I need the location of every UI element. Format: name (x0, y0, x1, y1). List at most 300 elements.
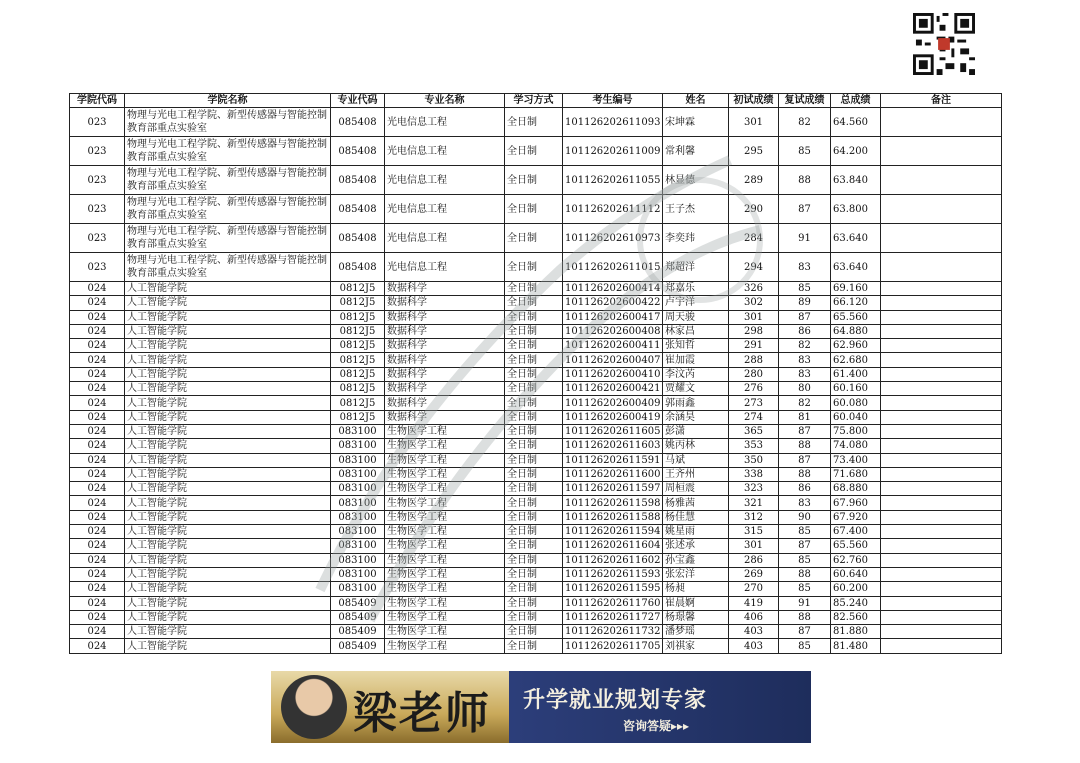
cell-college-name: 人工智能学院 (125, 396, 331, 410)
cell-retest-score: 83 (779, 367, 831, 381)
cell-total-score: 61.400 (831, 367, 881, 381)
cell-initial-score: 289 (729, 166, 779, 195)
cell-study-mode: 全日制 (505, 567, 563, 581)
table-row (70, 582, 1002, 596)
cell-remarks (881, 424, 1002, 438)
cell-initial-score: 274 (729, 410, 779, 424)
cell-retest-score: 87 (779, 453, 831, 467)
cell-major-name: 生物医学工程 (385, 625, 505, 639)
table-row (70, 525, 1002, 539)
cell-initial-score: 350 (729, 453, 779, 467)
cell-total-score: 81.880 (831, 625, 881, 639)
table-row (70, 496, 1002, 510)
cell-major-code: 0812J5 (331, 396, 385, 410)
cell-college-name: 人工智能学院 (125, 625, 331, 639)
cell-remarks (881, 382, 1002, 396)
cell-major-code: 085408 (331, 166, 385, 195)
cell-retest-score: 88 (779, 166, 831, 195)
cell-total-score: 67.400 (831, 525, 881, 539)
cell-college-code: 023 (70, 253, 125, 282)
cell-student-name: 贾耀文 (663, 382, 729, 396)
cell-total-score: 67.920 (831, 510, 881, 524)
table-row (70, 296, 1002, 310)
cell-major-name: 生物医学工程 (385, 639, 505, 653)
cell-retest-score: 85 (779, 553, 831, 567)
cell-major-name: 数据科学 (385, 324, 505, 338)
cell-college-code: 024 (70, 382, 125, 396)
cell-student-name: 林家昌 (663, 324, 729, 338)
cell-college-name: 人工智能学院 (125, 596, 331, 610)
cell-college-code: 024 (70, 439, 125, 453)
cell-major-name: 生物医学工程 (385, 525, 505, 539)
cell-college-code: 024 (70, 482, 125, 496)
promo-banner[interactable] (271, 671, 811, 743)
cell-study-mode: 全日制 (505, 510, 563, 524)
cell-major-name: 数据科学 (385, 310, 505, 324)
cell-remarks (881, 582, 1002, 596)
qr-code-icon (913, 13, 975, 75)
cell-study-mode: 全日制 (505, 382, 563, 396)
cell-student-name: 姚星雨 (663, 525, 729, 539)
cell-major-code: 085409 (331, 610, 385, 624)
cell-total-score: 60.160 (831, 382, 881, 396)
cell-candidate-id: 101126202600410 (563, 367, 663, 381)
cell-total-score: 63.640 (831, 253, 881, 282)
cell-remarks (881, 596, 1002, 610)
cell-total-score: 73.400 (831, 453, 881, 467)
cell-study-mode: 全日制 (505, 439, 563, 453)
cell-remarks (881, 467, 1002, 481)
cell-study-mode: 全日制 (505, 108, 563, 137)
cell-major-name: 数据科学 (385, 353, 505, 367)
cell-college-code: 024 (70, 639, 125, 653)
cell-remarks (881, 567, 1002, 581)
cell-student-name: 姚丙林 (663, 439, 729, 453)
cell-student-name: 周桓震 (663, 482, 729, 496)
cell-college-code: 023 (70, 195, 125, 224)
cell-remarks (881, 224, 1002, 253)
cell-total-score: 85.240 (831, 596, 881, 610)
cell-candidate-id: 101126202600419 (563, 410, 663, 424)
cell-college-code: 024 (70, 625, 125, 639)
cell-major-name: 生物医学工程 (385, 467, 505, 481)
cell-remarks (881, 195, 1002, 224)
cell-candidate-id: 101126202611727 (563, 610, 663, 624)
cell-student-name: 郑超洋 (663, 253, 729, 282)
cell-major-code: 085408 (331, 108, 385, 137)
cell-candidate-id: 101126202600409 (563, 396, 663, 410)
banner-consult-link[interactable]: 咨询答疑▸▸▸ (623, 719, 690, 733)
cell-college-name: 人工智能学院 (125, 553, 331, 567)
cell-college-name: 人工智能学院 (125, 296, 331, 310)
cell-major-name: 生物医学工程 (385, 582, 505, 596)
cell-student-name: 崔晨婀 (663, 596, 729, 610)
cell-student-name: 常利馨 (663, 137, 729, 166)
cell-remarks (881, 339, 1002, 353)
cell-candidate-id: 101126202600411 (563, 339, 663, 353)
cell-study-mode: 全日制 (505, 367, 563, 381)
cell-initial-score: 321 (729, 496, 779, 510)
table-row (70, 310, 1002, 324)
cell-major-name: 数据科学 (385, 282, 505, 296)
cell-remarks (881, 496, 1002, 510)
cell-college-name: 人工智能学院 (125, 339, 331, 353)
cell-study-mode: 全日制 (505, 424, 563, 438)
cell-candidate-id: 101126202611597 (563, 482, 663, 496)
cell-student-name: 王齐州 (663, 467, 729, 481)
table-row (70, 639, 1002, 653)
cell-student-name: 孙宝鑫 (663, 553, 729, 567)
cell-college-code: 024 (70, 610, 125, 624)
table-row (70, 137, 1002, 166)
cell-initial-score: 301 (729, 108, 779, 137)
cell-college-code: 024 (70, 410, 125, 424)
cell-retest-score: 90 (779, 510, 831, 524)
cell-remarks (881, 439, 1002, 453)
cell-total-score: 74.080 (831, 439, 881, 453)
table-row (70, 195, 1002, 224)
cell-student-name: 刘祺家 (663, 639, 729, 653)
cell-total-score: 71.680 (831, 467, 881, 481)
cell-student-name: 周天骏 (663, 310, 729, 324)
cell-college-name: 物理与光电工程学院、新型传感器与智能控制教育部重点实验室 (125, 224, 331, 253)
cell-retest-score: 85 (779, 282, 831, 296)
cell-retest-score: 82 (779, 339, 831, 353)
cell-college-code: 024 (70, 310, 125, 324)
cell-major-name: 生物医学工程 (385, 567, 505, 581)
cell-candidate-id: 101126202611591 (563, 453, 663, 467)
cell-student-name: 杨雅茜 (663, 496, 729, 510)
cell-major-code: 0812J5 (331, 367, 385, 381)
cell-candidate-id: 101126202611588 (563, 510, 663, 524)
cell-candidate-id: 101126202611593 (563, 567, 663, 581)
cell-initial-score: 301 (729, 539, 779, 553)
cell-college-name: 人工智能学院 (125, 582, 331, 596)
cell-total-score: 65.560 (831, 310, 881, 324)
cell-major-code: 083100 (331, 582, 385, 596)
cell-study-mode: 全日制 (505, 137, 563, 166)
cell-major-code: 083100 (331, 467, 385, 481)
table-body (70, 108, 1002, 654)
table-row (70, 353, 1002, 367)
cell-college-name: 人工智能学院 (125, 639, 331, 653)
cell-study-mode: 全日制 (505, 166, 563, 195)
table-row (70, 324, 1002, 338)
cell-initial-score: 403 (729, 625, 779, 639)
cell-study-mode: 全日制 (505, 525, 563, 539)
cell-college-name: 物理与光电工程学院、新型传感器与智能控制教育部重点实验室 (125, 195, 331, 224)
cell-major-name: 数据科学 (385, 382, 505, 396)
cell-major-code: 085408 (331, 253, 385, 282)
cell-total-score: 64.560 (831, 108, 881, 137)
cell-major-code: 083100 (331, 453, 385, 467)
cell-major-code: 083100 (331, 539, 385, 553)
cell-major-code: 083100 (331, 482, 385, 496)
table-row (70, 339, 1002, 353)
cell-retest-score: 88 (779, 567, 831, 581)
cell-major-name: 数据科学 (385, 296, 505, 310)
cell-college-code: 024 (70, 367, 125, 381)
banner-left-panel (271, 671, 509, 743)
cell-remarks (881, 253, 1002, 282)
header-college-code: 学院代码 (70, 94, 125, 108)
cell-college-code: 024 (70, 339, 125, 353)
cell-major-name: 数据科学 (385, 339, 505, 353)
cell-total-score: 69.160 (831, 282, 881, 296)
cell-major-code: 0812J5 (331, 324, 385, 338)
cell-initial-score: 290 (729, 195, 779, 224)
cell-total-score: 62.960 (831, 339, 881, 353)
cell-major-code: 083100 (331, 496, 385, 510)
cell-major-name: 生物医学工程 (385, 496, 505, 510)
table-row (70, 108, 1002, 137)
cell-college-code: 024 (70, 424, 125, 438)
cell-remarks (881, 282, 1002, 296)
cell-college-name: 人工智能学院 (125, 482, 331, 496)
table-row (70, 253, 1002, 282)
cell-total-score: 82.560 (831, 610, 881, 624)
cell-student-name: 郭雨鑫 (663, 396, 729, 410)
cell-retest-score: 83 (779, 353, 831, 367)
cell-initial-score: 326 (729, 282, 779, 296)
table-row (70, 539, 1002, 553)
cell-major-name: 生物医学工程 (385, 539, 505, 553)
cell-candidate-id: 101126202611009 (563, 137, 663, 166)
cell-college-name: 人工智能学院 (125, 439, 331, 453)
table-row (70, 625, 1002, 639)
cell-college-code: 024 (70, 453, 125, 467)
cell-initial-score: 365 (729, 424, 779, 438)
table-row (70, 166, 1002, 195)
cell-retest-score: 83 (779, 253, 831, 282)
cell-study-mode: 全日制 (505, 310, 563, 324)
cell-remarks (881, 510, 1002, 524)
cell-student-name: 杨璟馨 (663, 610, 729, 624)
cell-total-score: 81.480 (831, 639, 881, 653)
cell-total-score: 63.640 (831, 224, 881, 253)
cell-college-code: 023 (70, 137, 125, 166)
cell-college-code: 024 (70, 567, 125, 581)
cell-total-score: 64.880 (831, 324, 881, 338)
cell-remarks (881, 166, 1002, 195)
cell-initial-score: 419 (729, 596, 779, 610)
cell-major-code: 0812J5 (331, 310, 385, 324)
cell-college-name: 人工智能学院 (125, 410, 331, 424)
cell-candidate-id: 101126202610973 (563, 224, 663, 253)
cell-student-name: 李奕玮 (663, 224, 729, 253)
cell-retest-score: 85 (779, 137, 831, 166)
cell-initial-score: 276 (729, 382, 779, 396)
cell-study-mode: 全日制 (505, 539, 563, 553)
cell-major-code: 083100 (331, 510, 385, 524)
cell-study-mode: 全日制 (505, 482, 563, 496)
cell-candidate-id: 101126202611594 (563, 525, 663, 539)
cell-major-name: 数据科学 (385, 396, 505, 410)
cell-total-score: 62.680 (831, 353, 881, 367)
cell-major-name: 光电信息工程 (385, 137, 505, 166)
cell-remarks (881, 610, 1002, 624)
cell-college-name: 人工智能学院 (125, 610, 331, 624)
cell-student-name: 张知哲 (663, 339, 729, 353)
cell-student-name: 张宏洋 (663, 567, 729, 581)
cell-major-code: 085409 (331, 596, 385, 610)
cell-retest-score: 85 (779, 582, 831, 596)
cell-college-name: 人工智能学院 (125, 424, 331, 438)
cell-major-code: 083100 (331, 553, 385, 567)
cell-initial-score: 323 (729, 482, 779, 496)
cell-remarks (881, 353, 1002, 367)
cell-initial-score: 298 (729, 324, 779, 338)
table-row (70, 453, 1002, 467)
table-row (70, 567, 1002, 581)
table-row (70, 596, 1002, 610)
cell-remarks (881, 553, 1002, 567)
cell-college-code: 024 (70, 496, 125, 510)
cell-initial-score: 286 (729, 553, 779, 567)
cell-candidate-id: 101126202611732 (563, 625, 663, 639)
cell-study-mode: 全日制 (505, 625, 563, 639)
cell-study-mode: 全日制 (505, 339, 563, 353)
cell-student-name: 杨佳慧 (663, 510, 729, 524)
cell-college-name: 物理与光电工程学院、新型传感器与智能控制教育部重点实验室 (125, 253, 331, 282)
cell-retest-score: 87 (779, 625, 831, 639)
cell-study-mode: 全日制 (505, 496, 563, 510)
cell-major-name: 生物医学工程 (385, 553, 505, 567)
cell-initial-score: 338 (729, 467, 779, 481)
cell-major-name: 生物医学工程 (385, 610, 505, 624)
cell-candidate-id: 101126202611760 (563, 596, 663, 610)
cell-initial-score: 269 (729, 567, 779, 581)
cell-study-mode: 全日制 (505, 224, 563, 253)
cell-retest-score: 87 (779, 539, 831, 553)
cell-college-code: 024 (70, 296, 125, 310)
admission-table (69, 93, 1002, 654)
cell-retest-score: 86 (779, 324, 831, 338)
cell-student-name: 李汶芮 (663, 367, 729, 381)
cell-total-score: 60.640 (831, 567, 881, 581)
cell-candidate-id: 101126202611705 (563, 639, 663, 653)
cell-major-code: 0812J5 (331, 296, 385, 310)
cell-remarks (881, 453, 1002, 467)
cell-initial-score: 284 (729, 224, 779, 253)
cell-college-name: 物理与光电工程学院、新型传感器与智能控制教育部重点实验室 (125, 137, 331, 166)
cell-initial-score: 403 (729, 639, 779, 653)
table-row (70, 467, 1002, 481)
cell-college-code: 024 (70, 396, 125, 410)
cell-retest-score: 88 (779, 610, 831, 624)
cell-major-code: 0812J5 (331, 339, 385, 353)
cell-study-mode: 全日制 (505, 639, 563, 653)
cell-college-name: 人工智能学院 (125, 382, 331, 396)
cell-student-name: 林显德 (663, 166, 729, 195)
cell-retest-score: 81 (779, 410, 831, 424)
cell-major-code: 085409 (331, 625, 385, 639)
cell-student-name: 余涵昊 (663, 410, 729, 424)
cell-remarks (881, 396, 1002, 410)
table-row (70, 439, 1002, 453)
cell-total-score: 62.760 (831, 553, 881, 567)
cell-study-mode: 全日制 (505, 467, 563, 481)
cell-major-code: 085409 (331, 639, 385, 653)
table-row (70, 282, 1002, 296)
cell-remarks (881, 310, 1002, 324)
cell-study-mode: 全日制 (505, 296, 563, 310)
cell-college-code: 024 (70, 510, 125, 524)
cell-total-score: 60.200 (831, 582, 881, 596)
cell-study-mode: 全日制 (505, 596, 563, 610)
cell-total-score: 60.040 (831, 410, 881, 424)
cell-initial-score: 291 (729, 339, 779, 353)
cell-student-name: 崔加霞 (663, 353, 729, 367)
table-row (70, 410, 1002, 424)
table-row (70, 224, 1002, 253)
cell-student-name: 宋坤霖 (663, 108, 729, 137)
cell-college-code: 023 (70, 108, 125, 137)
cell-candidate-id: 101126202611598 (563, 496, 663, 510)
cell-candidate-id: 101126202600417 (563, 310, 663, 324)
banner-slogan: 升学就业规划专家 (523, 688, 708, 713)
admission-table-container (69, 93, 1001, 654)
cell-student-name: 王子杰 (663, 195, 729, 224)
avatar-photo (281, 675, 347, 739)
cell-initial-score: 315 (729, 525, 779, 539)
cell-major-code: 0812J5 (331, 382, 385, 396)
table-header (70, 94, 1002, 108)
cell-college-code: 024 (70, 353, 125, 367)
table-row (70, 482, 1002, 496)
table-row (70, 396, 1002, 410)
cell-remarks (881, 482, 1002, 496)
cell-major-name: 光电信息工程 (385, 166, 505, 195)
cell-student-name: 郑嘉乐 (663, 282, 729, 296)
cell-initial-score: 312 (729, 510, 779, 524)
table-row (70, 382, 1002, 396)
cell-major-code: 085408 (331, 137, 385, 166)
banner-teacher-name: 梁老师 (353, 688, 491, 739)
cell-initial-score: 302 (729, 296, 779, 310)
cell-college-name: 人工智能学院 (125, 324, 331, 338)
cell-study-mode: 全日制 (505, 553, 563, 567)
cell-college-code: 024 (70, 553, 125, 567)
cell-total-score: 64.200 (831, 137, 881, 166)
table-row (70, 510, 1002, 524)
cell-retest-score: 86 (779, 482, 831, 496)
cell-remarks (881, 324, 1002, 338)
cell-remarks (881, 639, 1002, 653)
cell-initial-score: 288 (729, 353, 779, 367)
cell-total-score: 66.120 (831, 296, 881, 310)
cell-initial-score: 301 (729, 310, 779, 324)
cell-college-name: 人工智能学院 (125, 496, 331, 510)
cell-retest-score: 87 (779, 195, 831, 224)
cell-remarks (881, 625, 1002, 639)
cell-retest-score: 82 (779, 396, 831, 410)
cell-remarks (881, 296, 1002, 310)
cell-major-code: 0812J5 (331, 410, 385, 424)
cell-major-name: 生物医学工程 (385, 510, 505, 524)
cell-candidate-id: 101126202600408 (563, 324, 663, 338)
cell-study-mode: 全日制 (505, 324, 563, 338)
cell-college-code: 024 (70, 324, 125, 338)
cell-college-name: 物理与光电工程学院、新型传感器与智能控制教育部重点实验室 (125, 166, 331, 195)
cell-major-name: 光电信息工程 (385, 195, 505, 224)
cell-candidate-id: 101126202611604 (563, 539, 663, 553)
cell-student-name: 潘梦瑶 (663, 625, 729, 639)
cell-major-name: 生物医学工程 (385, 439, 505, 453)
cell-study-mode: 全日制 (505, 582, 563, 596)
cell-major-code: 085408 (331, 224, 385, 253)
cell-college-name: 人工智能学院 (125, 525, 331, 539)
